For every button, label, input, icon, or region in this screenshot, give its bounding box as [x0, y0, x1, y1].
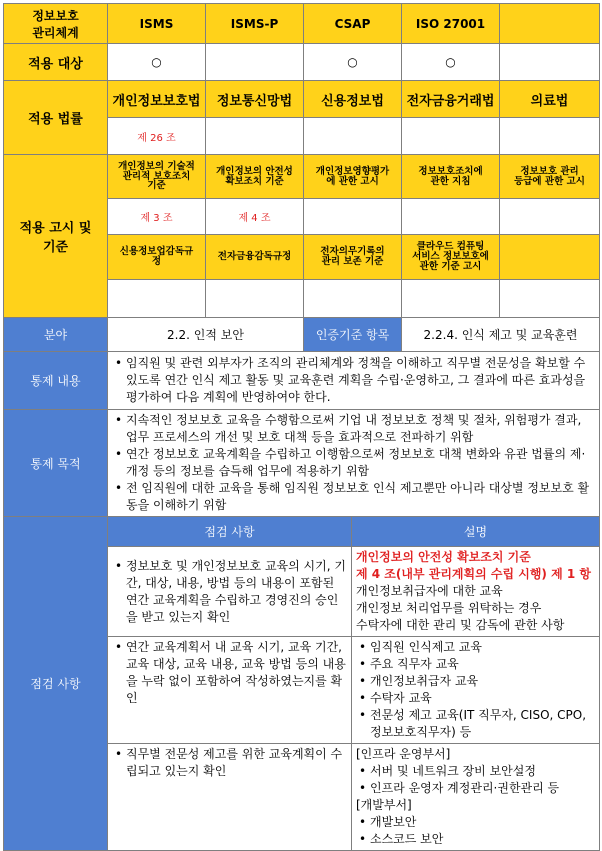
- list-item: • 전문성 제고 교육(IT 직무자, CISO, CPO, 정보보호직무자) 등: [356, 707, 595, 741]
- field-value: 2.2. 인적 보안: [108, 318, 304, 352]
- check-item: [108, 547, 352, 637]
- target-mark: ○: [402, 44, 500, 81]
- col-header-empty: [500, 4, 600, 44]
- cert-label: 인증기준 항목: [304, 318, 402, 352]
- col-header-iso27001: ISO 27001: [402, 4, 500, 44]
- notice-name: 전자의무기록의 관리 보존 기준: [304, 235, 402, 280]
- law-article: 제 26 조: [108, 118, 206, 155]
- list-item: • 소스코드 보안: [356, 831, 595, 848]
- law-name: 신용정보법: [304, 81, 402, 118]
- list-item: • 수탁자 교육: [356, 690, 595, 707]
- notice-name: 정보보호조치에 관한 지침: [402, 155, 500, 199]
- desc-col-header: 설명: [352, 517, 600, 547]
- check-item: [108, 744, 352, 851]
- check-item: [108, 637, 352, 744]
- desc-line: 개인정보취급자에 대한 교육: [356, 584, 503, 598]
- law-article: [206, 118, 304, 155]
- empty-cell: [206, 280, 304, 318]
- list-item: • 인프라 운영자 계정관리·권한관리 등: [356, 780, 595, 797]
- list-item: • 임직원 및 관련 외부자가 조직의 관리체계와 정책을 이해하고 직무별 전문성을 확보할 수 있도록 연간 인식 제고 활동 및 교육훈련 계획을 수립·운영하고, 그 결과에 따른 효과성을 평가하여 다음 계획에 반영하여야 한다.: [112, 355, 595, 406]
- check-label: 점검 사항: [4, 517, 108, 851]
- empty-cell: [108, 280, 206, 318]
- control-content: [108, 352, 600, 410]
- group-title: [개발부서]: [356, 798, 412, 812]
- notice-article: [304, 199, 402, 235]
- notice-article: 제 4 조: [206, 199, 304, 235]
- empty-cell: [500, 280, 600, 318]
- security-comparison-table: [3, 3, 600, 851]
- list-item: • 연간 교육계획서 내 교육 시기, 교육 기간, 교육 대상, 교육 내용, 교육 방법 등의 내용을 누락 없이 포함하여 작성하였는지를 확인: [112, 639, 347, 707]
- list-item: • 임직원 인식제고 교육: [356, 639, 595, 656]
- col-header-isms-p: ISMS-P: [206, 4, 304, 44]
- list-item: • 직무별 전문성 제고를 위한 교육계획이 수립되고 있는지 확인: [112, 746, 347, 780]
- laws-label: 적용 법률: [4, 81, 108, 155]
- list-item: • 지속적인 정보보호 교육을 수행함으로써 기업 내 정보보호 정책 및 절차, 위험평가 결과, 업무 프로세스의 개선 및 보호 대책 등을 효과적으로 전파하기 위함: [112, 412, 595, 446]
- law-name: 정보통신망법: [206, 81, 304, 118]
- notice-name: 개인정보의 안전성 확보조치 기준: [206, 155, 304, 199]
- col-header-isms: ISMS: [108, 4, 206, 44]
- list-item: • 주요 직무자 교육: [356, 656, 595, 673]
- check-desc: [352, 547, 600, 637]
- list-item: • 서버 및 네트워크 장비 보안설정: [356, 763, 595, 780]
- notice-article: 제 3 조: [108, 199, 206, 235]
- desc-highlight: 개인정보의 안전성 확보조치 기준: [356, 550, 531, 564]
- target-mark: [500, 44, 600, 81]
- empty-cell: [402, 280, 500, 318]
- check-col-header: 점검 사항: [108, 517, 352, 547]
- notice-name: 정보보호 관리 등급에 관한 고시: [500, 155, 600, 199]
- notice-name: [500, 235, 600, 280]
- notices-label: 적용 고시 및 기준: [4, 155, 108, 318]
- desc-line: 개인정보 처리업무를 위탁하는 경우: [356, 601, 542, 615]
- desc-line: 수탁자에 대한 관리 및 감독에 관한 사항: [356, 618, 565, 632]
- notice-name: 클라우드 컴퓨팅 서비스 정보보호에 관한 기준 고시: [402, 235, 500, 280]
- col-header-csap: CSAP: [304, 4, 402, 44]
- law-name: 의료법: [500, 81, 600, 118]
- empty-cell: [304, 280, 402, 318]
- list-item: • 개인정보취급자 교육: [356, 673, 595, 690]
- purpose-label: 통제 목적: [4, 410, 108, 517]
- list-item: • 연간 정보보호 교육계획을 수립하고 이행함으로써 정보보호 대책 변화와 유관 법률의 제·개정 등의 정보를 습득해 업무에 적용하기 위함: [112, 446, 595, 480]
- field-label: 분야: [4, 318, 108, 352]
- law-article: [304, 118, 402, 155]
- notice-name: 개인정보의 기술적 관리적 보호조치 기준: [108, 155, 206, 199]
- control-label: 통제 내용: [4, 352, 108, 410]
- purpose-content: [108, 410, 600, 517]
- target-mark: ○: [108, 44, 206, 81]
- check-desc: [352, 637, 600, 744]
- law-article: [500, 118, 600, 155]
- law-name: 전자금융거래법: [402, 81, 500, 118]
- target-label: 적용 대상: [4, 44, 108, 81]
- notice-name: 신용정보업감독규 정: [108, 235, 206, 280]
- law-name: 개인정보보호법: [108, 81, 206, 118]
- list-item: • 전 임직원에 대한 교육을 통해 임직원 정보보호 인식 제고뿐만 아니라 대상별 정보보호 활동을 이해하기 위함: [112, 480, 595, 514]
- target-mark: ○: [304, 44, 402, 81]
- list-item: • 정보보호 및 개인정보보호 교육의 시기, 기간, 대상, 내용, 방법 등의 내용이 포함된 연간 교육계획을 수립하고 경영진의 승인을 받고 있는지 확인: [112, 558, 347, 626]
- desc-highlight: 제 4 조(내부 관리계획의 수립 시행) 제 1 항: [356, 567, 591, 581]
- list-item: • 개발보안: [356, 814, 595, 831]
- notice-name: 전자금융감독규정: [206, 235, 304, 280]
- notice-article: [500, 199, 600, 235]
- corner-header: 정보보호 관리체계: [4, 4, 108, 44]
- group-title: [인프라 운영부서]: [356, 747, 451, 761]
- notice-name: 개인정보영향평가 에 관한 고시: [304, 155, 402, 199]
- notice-article: [402, 199, 500, 235]
- cert-value: 2.2.4. 인식 제고 및 교육훈련: [402, 318, 600, 352]
- law-article: [402, 118, 500, 155]
- check-desc: [352, 744, 600, 851]
- target-mark: [206, 44, 304, 81]
